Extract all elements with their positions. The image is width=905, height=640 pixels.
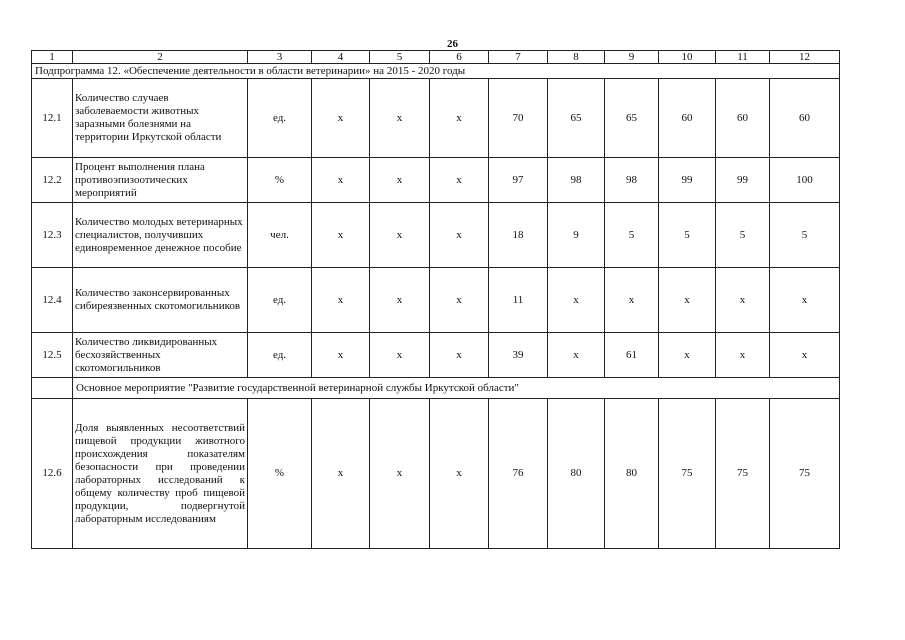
row-number: 12.2	[32, 158, 73, 203]
value-cell: 97	[489, 158, 548, 203]
unit-cell: ед.	[248, 79, 312, 158]
value-cell: 99	[659, 158, 716, 203]
value-cell: 11	[489, 268, 548, 333]
value-cell: х	[430, 203, 489, 268]
row-number: 12.6	[32, 399, 73, 549]
subprogram-title: Подпрограмма 12. «Обеспечение деятельности в области ветеринарии» на 2015 - 2020 годы	[32, 64, 840, 79]
value-cell: 5	[659, 203, 716, 268]
value-cell: х	[659, 333, 716, 378]
value-cell: 60	[770, 79, 840, 158]
table-row	[32, 399, 840, 549]
value-cell: х	[312, 333, 370, 378]
empty-cell	[32, 378, 73, 399]
value-cell: х	[659, 268, 716, 333]
column-header: 12	[770, 51, 840, 64]
main-event-title: Основное мероприятие "Развитие государственной ветеринарной службы Иркутской области"	[73, 378, 840, 399]
value-cell: 75	[770, 399, 840, 549]
row-number: 12.3	[32, 203, 73, 268]
column-header: 11	[716, 51, 770, 64]
indicator-name: Количество случаев заболеваемости животных заразными болезнями на территории Иркутской области	[73, 79, 248, 158]
value-cell: 80	[548, 399, 605, 549]
value-cell: 65	[548, 79, 605, 158]
value-cell: 60	[659, 79, 716, 158]
value-cell: х	[312, 79, 370, 158]
indicators-table	[31, 50, 840, 549]
value-cell: х	[716, 333, 770, 378]
value-cell: х	[430, 399, 489, 549]
column-header: 9	[605, 51, 659, 64]
unit-cell: %	[248, 399, 312, 549]
value-cell: 75	[659, 399, 716, 549]
value-cell: 65	[605, 79, 659, 158]
value-cell: х	[312, 158, 370, 203]
page-number: 26	[447, 38, 458, 50]
value-cell: х	[370, 79, 430, 158]
value-cell: х	[370, 268, 430, 333]
column-header: 2	[73, 51, 248, 64]
value-cell: х	[605, 268, 659, 333]
value-cell: х	[770, 333, 840, 378]
main-event-row	[32, 378, 840, 399]
column-header: 8	[548, 51, 605, 64]
value-cell: 9	[548, 203, 605, 268]
value-cell: х	[770, 268, 840, 333]
value-cell: х	[716, 268, 770, 333]
unit-cell: чел.	[248, 203, 312, 268]
unit-cell: %	[248, 158, 312, 203]
value-cell: х	[430, 79, 489, 158]
indicator-name: Количество законсервированных сибиреязвенных скотомогильников	[73, 268, 248, 333]
column-header: 7	[489, 51, 548, 64]
subprogram-title-row	[32, 64, 840, 79]
indicator-name: Процент выполнения плана противоэпизоотических мероприятий	[73, 158, 248, 203]
value-cell: 98	[548, 158, 605, 203]
value-cell: 99	[716, 158, 770, 203]
unit-cell: ед.	[248, 333, 312, 378]
value-cell: х	[548, 333, 605, 378]
column-header: 1	[32, 51, 73, 64]
value-cell: 70	[489, 79, 548, 158]
value-cell: х	[312, 399, 370, 549]
value-cell: х	[370, 203, 430, 268]
value-cell: х	[430, 268, 489, 333]
value-cell: 61	[605, 333, 659, 378]
column-header: 6	[430, 51, 489, 64]
value-cell: х	[430, 158, 489, 203]
table-row	[32, 79, 840, 158]
value-cell: 100	[770, 158, 840, 203]
value-cell: 80	[605, 399, 659, 549]
value-cell: 5	[605, 203, 659, 268]
value-cell: х	[370, 158, 430, 203]
column-header: 10	[659, 51, 716, 64]
value-cell: 60	[716, 79, 770, 158]
value-cell: 5	[716, 203, 770, 268]
value-cell: 98	[605, 158, 659, 203]
value-cell: 18	[489, 203, 548, 268]
value-cell: х	[312, 268, 370, 333]
value-cell: х	[370, 399, 430, 549]
value-cell: 5	[770, 203, 840, 268]
column-header: 4	[312, 51, 370, 64]
table-row	[32, 203, 840, 268]
value-cell: х	[370, 333, 430, 378]
value-cell: х	[312, 203, 370, 268]
table-header-row	[32, 51, 840, 64]
row-number: 12.1	[32, 79, 73, 158]
indicator-name: Доля выявленных несоответствий пищевой продукции животного происхождения показателям безопасности при проведении лабораторных исследований к общему количеству проб пищевой продукции, подвергнутой лабораторным исследованиям	[73, 399, 248, 549]
indicator-name: Количество ликвидированных бесхозяйственных скотомогильников	[73, 333, 248, 378]
table-row	[32, 268, 840, 333]
column-header: 5	[370, 51, 430, 64]
value-cell: 75	[716, 399, 770, 549]
value-cell: 39	[489, 333, 548, 378]
row-number: 12.5	[32, 333, 73, 378]
value-cell: х	[548, 268, 605, 333]
value-cell: х	[430, 333, 489, 378]
row-number: 12.4	[32, 268, 73, 333]
column-header: 3	[248, 51, 312, 64]
table-row	[32, 333, 840, 378]
unit-cell: ед.	[248, 268, 312, 333]
indicator-name: Количество молодых ветеринарных специалистов, получивших единовременное денежное пособие	[73, 203, 248, 268]
value-cell: 76	[489, 399, 548, 549]
table-row	[32, 158, 840, 203]
